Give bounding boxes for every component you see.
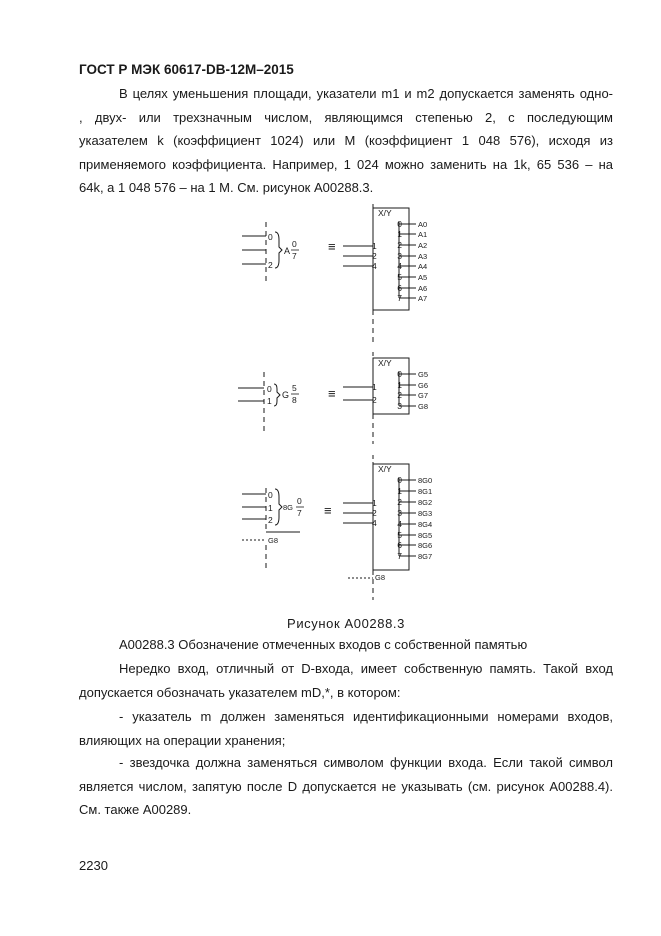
fig3-output-label: 8G6 bbox=[418, 541, 433, 550]
fig1-output-num: 3 bbox=[397, 251, 402, 261]
section-paragraph-2 bbox=[79, 705, 613, 752]
fig2-output-num: 3 bbox=[397, 401, 402, 411]
fig1-output-label: A7 bbox=[418, 294, 428, 303]
fig1-frac-num: 0 bbox=[292, 239, 297, 249]
fig1-block bbox=[343, 204, 416, 342]
fig1-output-label: A0 bbox=[418, 220, 428, 229]
page-number: 2230 bbox=[79, 858, 108, 873]
fig1-output-num: 4 bbox=[397, 261, 402, 271]
fig1-output-label: A6 bbox=[418, 284, 428, 293]
fig3-block-title: X/Y bbox=[378, 464, 392, 474]
fig3-pin-label: 0 bbox=[268, 490, 273, 500]
fig1-block-title: X/Y bbox=[378, 208, 392, 218]
fig2-input-label: 2 bbox=[372, 395, 377, 405]
fig2-output-num: 0 bbox=[397, 369, 402, 379]
text-line: , двух- или трехзначным числом, являющимся степенью 2, с последующим bbox=[79, 109, 613, 125]
fig1-output-num: 6 bbox=[397, 283, 402, 293]
fig1-output-num: 2 bbox=[397, 240, 402, 250]
text-line: применяемого коэффициента. Например, 1 024 можно заменить на 1k, 65 536 – на bbox=[79, 156, 613, 172]
fig1-label: A bbox=[284, 246, 291, 256]
fig2-output-num: 1 bbox=[397, 380, 402, 390]
fig3-output-num: 5 bbox=[397, 530, 402, 540]
fig3-input-label: 4 bbox=[372, 518, 377, 528]
fig3-input-label: 1 bbox=[372, 498, 377, 508]
fig1-output-label: A5 bbox=[418, 273, 428, 282]
text-line: является числом, запятую после D допускается не указывать (см. рисунок A00288.4). bbox=[79, 778, 613, 794]
fig3-output-label: 8G5 bbox=[418, 531, 433, 540]
fig1-frac-den: 7 bbox=[292, 251, 297, 261]
fig1-input-label: 4 bbox=[372, 261, 377, 271]
fig3-output-label: 8G3 bbox=[418, 509, 433, 518]
fig3-output-label: 8G2 bbox=[418, 498, 433, 507]
fig3-label: 8G bbox=[283, 503, 294, 512]
fig2-output-label: G7 bbox=[418, 391, 429, 400]
fig2-frac-num: 5 bbox=[292, 383, 297, 393]
fig3-output-label: 8G0 bbox=[418, 476, 433, 485]
fig3-pin-label: 2 bbox=[268, 515, 273, 525]
fig2-label: G bbox=[282, 390, 290, 400]
fig3-output-num: 4 bbox=[397, 519, 402, 529]
fig3-input-label: 2 bbox=[372, 508, 377, 518]
fig2-output-label: G5 bbox=[418, 370, 429, 379]
section-heading-block bbox=[79, 633, 613, 657]
text-line: В целях уменьшения площади, указатели m1 и m2 допускается заменять одно- bbox=[119, 86, 613, 101]
fig1-compact-symbol bbox=[242, 222, 282, 282]
fig3-output-label: 8G1 bbox=[418, 487, 433, 496]
fig2-frac-den: 8 bbox=[292, 395, 297, 405]
fig2-pin-label: 0 bbox=[267, 384, 272, 394]
text-line: - звездочка должна заменяться символом функции входа. Если такой символ bbox=[119, 755, 613, 770]
fig2-output-label: G8 bbox=[418, 402, 429, 411]
fig3-small-g-label: G8 bbox=[268, 536, 279, 545]
fig2-output-num: 2 bbox=[397, 390, 402, 400]
text-line: влияющих на операции хранения; bbox=[79, 732, 286, 748]
text-line: указателем k (коэффициент 1024) или M (коэффициент 1 048 576), исходя из bbox=[79, 133, 613, 148]
fig1-input-label: 2 bbox=[372, 251, 377, 261]
text-line: См. также A00289. bbox=[79, 802, 192, 817]
fig1-output-num: 1 bbox=[397, 229, 402, 239]
fig2-pin-label: 1 bbox=[267, 396, 272, 406]
text-line: допускается обозначать указателем mD,*, в котором: bbox=[79, 684, 401, 700]
document-header: ГОСТ Р МЭК 60617-DB-12M–2015 bbox=[79, 62, 294, 77]
fig3-frac-den: 7 bbox=[297, 508, 302, 518]
fig3-output-num: 2 bbox=[397, 497, 402, 507]
fig3-output-num: 3 bbox=[397, 508, 402, 518]
fig2-block-title: X/Y bbox=[378, 358, 392, 368]
equivalence-sign: ≡ bbox=[328, 386, 336, 401]
fig3-block-g-label: G8 bbox=[375, 573, 386, 582]
section-paragraph-1 bbox=[79, 657, 613, 704]
fig2-compact-symbol bbox=[238, 372, 280, 432]
fig2-output-label: G6 bbox=[418, 381, 429, 390]
fig1-output-num: 5 bbox=[397, 272, 402, 282]
fig1-output-label: A3 bbox=[418, 252, 428, 261]
section-heading: A00288.3 Обозначение отмеченных входов с собственной памятью bbox=[119, 637, 528, 652]
fig1-pin-label: 2 bbox=[268, 260, 273, 270]
fig3-output-num: 6 bbox=[397, 540, 402, 550]
figure-caption: Рисунок A00288.3 bbox=[287, 616, 405, 631]
fig3-output-num: 1 bbox=[397, 486, 402, 496]
fig3-frac-num: 0 bbox=[297, 496, 302, 506]
fig1-input-label: 1 bbox=[372, 241, 377, 251]
fig3-pin-label: 1 bbox=[268, 503, 273, 513]
fig1-output-num: 0 bbox=[397, 219, 402, 229]
fig3-output-num: 7 bbox=[397, 551, 402, 561]
fig3-compact-symbol bbox=[242, 488, 300, 568]
equivalence-sign: ≡ bbox=[324, 503, 332, 518]
fig3-output-num: 0 bbox=[397, 475, 402, 485]
fig1-output-label: A4 bbox=[418, 262, 428, 271]
text-line: 64k, а 1 048 576 – на 1 M. См. рисунок A00288.3. bbox=[79, 180, 374, 195]
text-line: Нередко вход, отличный от D-входа, имеет собственную память. Такой вход bbox=[119, 661, 613, 676]
fig1-pin-label: 0 bbox=[268, 232, 273, 242]
text-line: - указатель m должен заменяться идентификационными номерами входов, bbox=[119, 709, 613, 724]
fig1-output-label: A2 bbox=[418, 241, 428, 250]
fig3-output-label: 8G7 bbox=[418, 552, 433, 561]
equivalence-sign: ≡ bbox=[328, 239, 336, 254]
fig3-output-label: 8G4 bbox=[418, 520, 433, 529]
fig1-output-label: A1 bbox=[418, 230, 428, 239]
fig1-output-num: 7 bbox=[397, 293, 402, 303]
section-paragraph-3 bbox=[79, 751, 613, 822]
fig2-input-label: 1 bbox=[372, 382, 377, 392]
